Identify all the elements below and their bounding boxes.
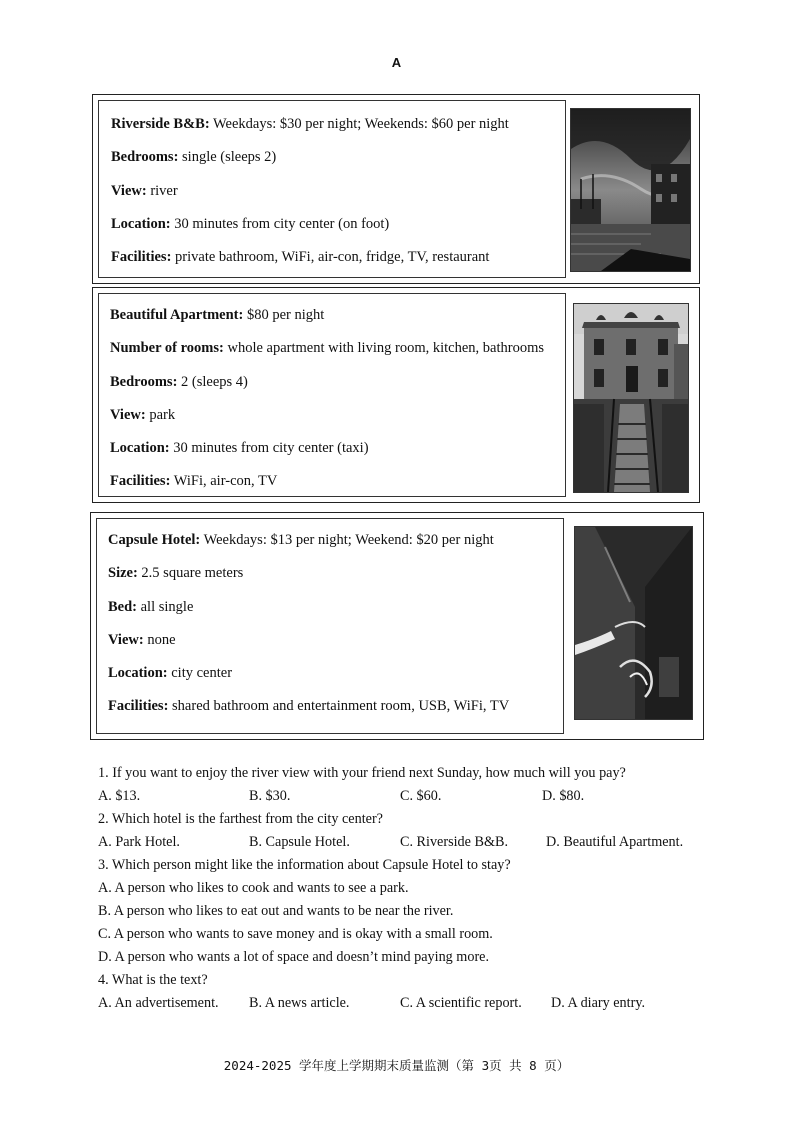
option-c: C. Riverside B&B. <box>400 834 508 850</box>
option-c: C. A scientific report. <box>400 995 522 1011</box>
question-1: 1. If you want to enjoy the river view with your friend next Sunday, how much will you pay? <box>98 765 626 781</box>
riverside-photo <box>570 108 691 272</box>
option-d: D. A diary entry. <box>551 995 646 1011</box>
listing-text-riverside <box>111 108 509 274</box>
option-d: D. Beautiful Apartment. <box>546 834 684 850</box>
option-c: C. $60. <box>400 788 442 804</box>
listing-row: Facilities: WiFi, air-con, TV <box>110 473 278 490</box>
listing-row: Location: 30 minutes from city center (taxi) <box>110 440 369 457</box>
question-3: 3. Which person might like the information about Capsule Hotel to stay? <box>98 857 511 873</box>
listing-text-capsule <box>108 524 509 724</box>
riverside-photo-image <box>571 109 690 271</box>
listing-row: View: none <box>108 631 176 648</box>
option-c: C. A person who wants to save money and is okay with a small room. <box>98 926 493 942</box>
question-4: 4. What is the text? <box>98 972 208 988</box>
listing-row: Location: 30 minutes from city center (on foot) <box>111 215 390 232</box>
option-d: D. A person who wants a lot of space and doesn’t mind paying more. <box>98 949 490 965</box>
option-d: D. $80. <box>542 788 585 804</box>
page-footer: 2024-2025 学年度上学期期末质量监测（第 3页 共 8 页） <box>223 1058 570 1073</box>
option-a: A. Park Hotel. <box>98 834 180 850</box>
listing-row: Capsule Hotel: Weekdays: $13 per night; Weekend: $20 per night <box>108 532 494 548</box>
option-a: A. A person who likes to cook and wants to see a park. <box>98 880 409 896</box>
question-2-options <box>98 831 718 854</box>
option-b: B. Capsule Hotel. <box>249 834 350 850</box>
question-2: 2. Which hotel is the farthest from the city center? <box>98 811 383 827</box>
option-b: B. A news article. <box>249 995 350 1011</box>
option-a: A. $13. <box>98 788 141 804</box>
listing-row: View: park <box>110 406 176 423</box>
listing-row: View: river <box>111 182 178 199</box>
capsule-photo-image <box>575 527 692 719</box>
listing-text-apartment <box>110 299 544 499</box>
capsule-photo <box>574 526 693 720</box>
listing-row: Beautiful Apartment: $80 per night <box>110 307 325 323</box>
option-a: A. An advertisement. <box>98 995 219 1011</box>
option-b: B. A person who likes to eat out and wants to be near the river. <box>98 903 454 919</box>
listing-row: Location: city center <box>108 665 233 682</box>
option-b: B. $30. <box>249 788 291 804</box>
listing-row: Bedrooms: 2 (sleeps 4) <box>110 373 248 390</box>
listing-row: Riverside B&B: Weekdays: $30 per night; Weekends: $60 per night <box>111 116 509 132</box>
listing-row: Number of rooms: whole apartment with living room, kitchen, bathrooms <box>110 340 544 357</box>
section-label: A <box>391 55 402 70</box>
listing-row: Size: 2.5 square meters <box>108 565 244 582</box>
listing-row: Facilities: private bathroom, WiFi, air-con, fridge, TV, restaurant <box>111 249 490 266</box>
questions-section <box>98 762 718 1015</box>
listing-row: Bed: all single <box>108 598 194 615</box>
apartment-photo <box>573 303 689 493</box>
listing-row: Bedrooms: single (sleeps 2) <box>111 149 277 166</box>
apartment-photo-image <box>574 304 688 492</box>
listing-row: Facilities: shared bathroom and entertainment room, USB, WiFi, TV <box>108 698 510 715</box>
question-4-options <box>98 992 718 1015</box>
question-1-options <box>98 785 718 808</box>
